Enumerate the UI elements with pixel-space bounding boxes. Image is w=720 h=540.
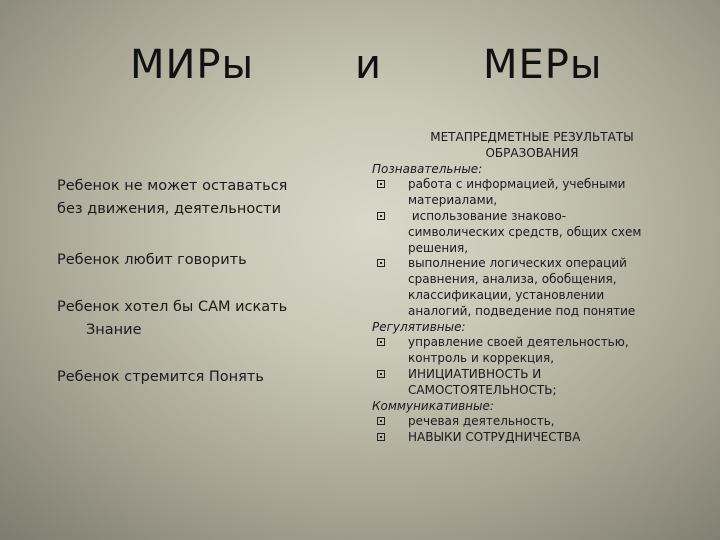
checkbox-bullet-icon <box>377 212 385 220</box>
list-item-line: использование знаково- <box>408 208 567 223</box>
left-item-line: Ребенок не может оставаться <box>57 178 288 194</box>
list-item <box>372 335 672 367</box>
left-item-line: без движения, деятельности <box>57 201 282 217</box>
left-item-movement <box>57 175 347 221</box>
checkbox-bullet-icon <box>377 180 385 188</box>
list-item <box>372 209 672 256</box>
list-item-line: контроль и коррекция, <box>408 351 555 366</box>
list-item <box>372 367 672 399</box>
checkbox-bullet-icon <box>377 433 385 441</box>
title-mirs: МИРы <box>130 42 255 88</box>
checkbox-bullet-icon <box>377 259 385 267</box>
list-item-line: управление своей деятельностью, <box>408 335 629 350</box>
left-item-seek <box>57 296 347 342</box>
list-item-line: ИНИЦИАТИВНОСТЬ И <box>408 366 542 381</box>
left-item-line: Ребенок любит говорить <box>57 252 247 268</box>
checkbox-bullet-icon <box>377 338 385 346</box>
list-item-line: сравнения, анализа, обобщения, <box>408 272 617 287</box>
list-item <box>372 430 672 446</box>
left-item-understand <box>57 366 347 389</box>
metasubject-heading <box>372 130 672 162</box>
left-item-line: Ребенок хотел бы САМ искать <box>57 299 288 315</box>
list-item-line: материалами, <box>408 193 498 208</box>
list-item-line: САМОСТОЯТЕЛЬНОСТЬ; <box>408 382 557 397</box>
list-item-line: аналогий, подведение под понятие <box>408 303 636 318</box>
left-item-line: Знание <box>86 322 142 338</box>
category-regulatory: Регулятивные: <box>372 319 466 334</box>
heading-line: ОБРАЗОВАНИЯ <box>485 145 579 160</box>
title-mers: МЕРы <box>483 42 603 88</box>
list-item <box>372 414 672 430</box>
list-item-line: работа с информацией, учебными <box>408 177 626 192</box>
checkbox-bullet-icon <box>377 370 385 378</box>
category-cognitive: Познавательные: <box>372 161 483 176</box>
title-and: и <box>355 42 382 88</box>
list-item-line: классификации, установлении <box>408 287 605 302</box>
checkbox-bullet-icon <box>377 417 385 425</box>
list-item-line: речевая деятельность, <box>408 414 555 429</box>
right-column <box>372 130 672 446</box>
list-item-line: решения, <box>408 240 469 255</box>
list-item-line: выполнение логических операций <box>408 256 627 271</box>
category-communicative: Коммуникативные: <box>372 398 494 413</box>
left-item-line: Ребенок стремится Понять <box>57 369 264 385</box>
list-item <box>372 177 672 209</box>
list-item <box>372 256 672 319</box>
left-item-talk <box>57 249 347 272</box>
list-item-line: НАВЫКИ СОТРУДНИЧЕСТВА <box>408 430 581 445</box>
list-item-line: символических средств, общих схем <box>408 224 642 239</box>
heading-line: МЕТАПРЕДМЕТНЫЕ РЕЗУЛЬТАТЫ <box>430 130 634 144</box>
